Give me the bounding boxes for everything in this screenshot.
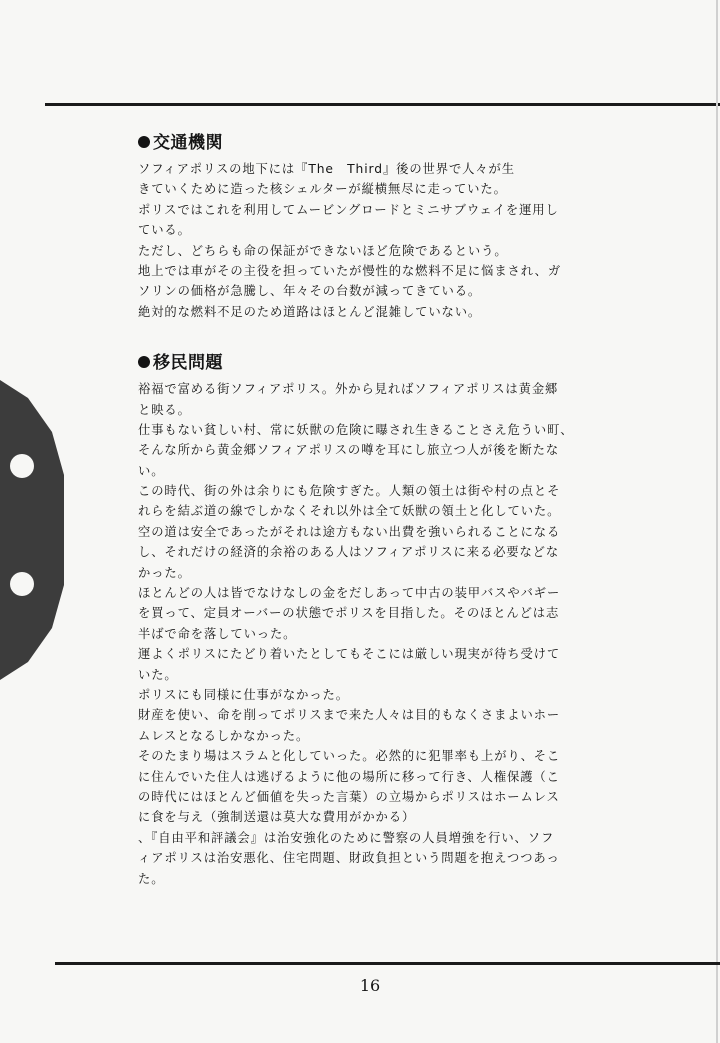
text-line: ただし、どちらも命の保証ができないほど危険であるという。 [138,243,508,258]
section-immigration [138,350,618,889]
text-line: し、それだけの経済的余裕のある人はソフィアポリスに来る必要などな [138,545,560,560]
text-line: 、『自由平和評議会』は治安強化のために警察の人員増強を行い、ソフ [138,830,555,845]
text-line: そんな所から黄金郷ソフィアポリスの噂を耳にし旅立つ人が後を断たな [138,443,560,458]
page-number: 16 [359,976,381,995]
text-line: ソフィアポリスの地下には『The Third』後の世界で人々が生 [138,162,515,176]
text-line: ムレスとなるしかなかった。 [138,728,310,743]
text-line: れらを結ぶ道の線でしかなくそれ以外は全て妖獣の領土と化していた。 [138,504,561,519]
page-edge [716,0,718,1043]
section-heading [138,350,618,376]
bottom-rule [55,962,720,965]
text-line: 空の道は安全であったがそれは途方もない出費を強いられることになる [138,524,561,539]
text-line: きていくために造った核シェルターが縦横無尽に走っていた。 [138,182,507,197]
text-line: と映る。 [138,402,191,417]
text-line: ポリスではこれを利用してムービングロードとミニサブウェイを運用し [138,202,559,217]
text-line: いた。 [138,667,178,682]
text-line: 裕福で富める街ソフィアポリス。外から見ればソフィアポリスは黄金郷 [138,382,559,397]
text-line: 半ばで命を落していった。 [138,626,297,641]
binder-hole-upper [10,454,34,478]
binder-hole-lower [10,572,34,596]
section-heading-text: 移民問題 [153,353,223,374]
text-line: を買って、定員オーバーの状態でポリスを目指した。そのほとんどは志 [138,606,560,621]
text-line: ている。 [138,223,191,238]
text-line: い。 [138,463,165,478]
text-line: かった。 [138,565,191,580]
text-line: この時代、街の外は余りにも危険すぎた。人類の領土は街や村の点とそ [138,484,561,499]
bullet-icon [138,356,150,368]
bullet-icon [138,136,150,148]
text-line: 絶対的な燃料不足のため道路はほとんど混雑していない。 [138,304,482,319]
text-line: 運よくポリスにたどり着いたとしてもそこには厳しい現実が待ち受けて [138,647,561,662]
text-line: た。 [138,871,165,886]
text-line: 財産を使い、命を削ってポリスまで来た人々は目的もなくさまよいホー [138,708,561,723]
text-line: の時代にはほとんど価値を失った言葉）の立場からポリスはホームレス [138,789,560,804]
text-line: 地上では車がその主役を担っていたが慢性的な燃料不足に悩まされ、ガ [138,263,562,278]
text-line: に住んでいた住人は逃げるように他の場所に移って行き、人権保護（こ [138,769,560,784]
binder-tab-graphic [0,380,64,680]
binder-tab-shape [0,380,64,680]
text-line: そのたまり場はスラムと化していった。必然的に犯罪率も上がり、そこ [138,749,561,764]
text-line: ィアポリスは治安悪化、住宅問題、財政負担という問題を抱えつつあっ [138,851,560,866]
section-heading [138,130,618,156]
section-transport [138,130,618,322]
text-line: ほとんどの人は皆でなけなしの金をだしあって中古の装甲バスやバギー [138,586,561,601]
text-line: ポリスにも同様に仕事がなかった。 [138,687,349,702]
text-line: ソリンの価格が急騰し、年々その台数が減ってきている。 [138,284,482,299]
document-body [138,130,618,889]
top-rule [45,103,720,106]
section-heading-text: 交通機関 [153,133,223,153]
text-line: に食を与え（強制送還は莫大な費用がかかる） [138,810,416,825]
text-line: 仕事もない貧しい村、常に妖獣の危険に曝され生きることさえ危うい町、 [138,422,574,437]
